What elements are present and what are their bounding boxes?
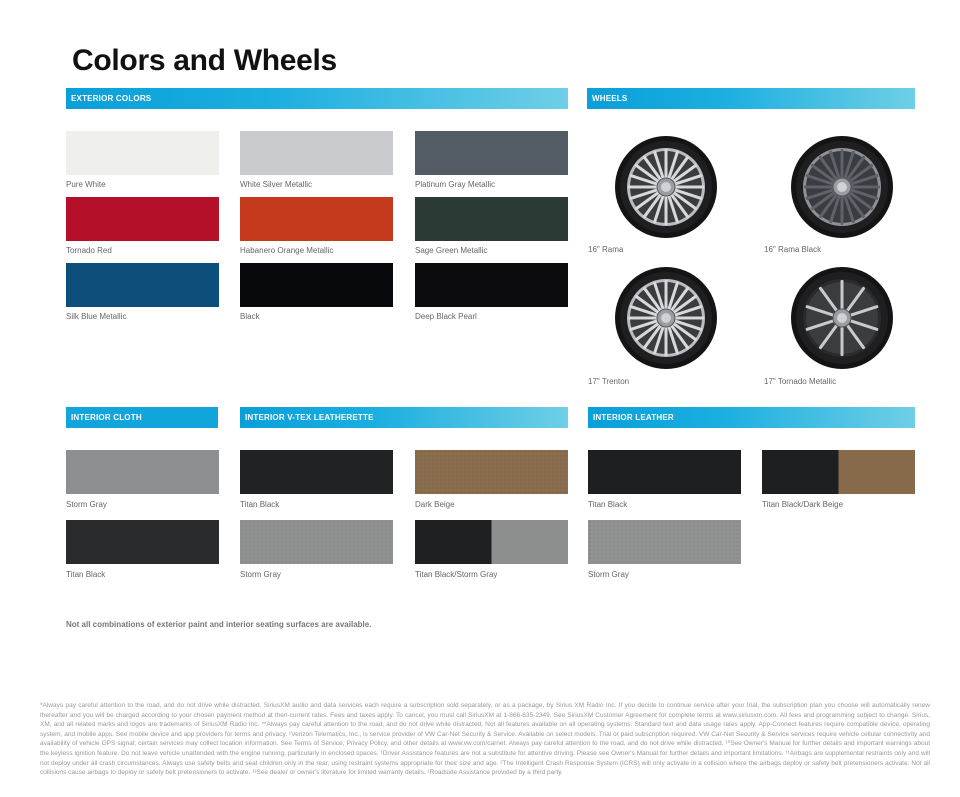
color-swatch <box>415 520 568 564</box>
exterior-colors-header: EXTERIOR COLORS <box>66 88 568 109</box>
availability-note: Not all combinations of exterior paint and interior seating surfaces are available. <box>66 620 372 629</box>
wheel-label: 17" Trenton <box>588 377 630 386</box>
color-swatch <box>240 450 393 494</box>
wheel-image <box>790 135 894 239</box>
interior-leather-header: INTERIOR LEATHER <box>588 407 915 428</box>
swatch-label: Platinum Gray Metallic <box>415 180 496 189</box>
swatch-label: Silk Blue Metallic <box>66 312 127 321</box>
swatch-label: Habanero Orange Metallic <box>240 246 334 255</box>
swatch-label: Titan Black <box>240 500 280 509</box>
color-swatch <box>240 520 393 564</box>
color-swatch <box>762 450 915 494</box>
color-swatch <box>415 263 568 307</box>
color-swatch <box>415 197 568 241</box>
interior-vtex-header: INTERIOR V-TEX LEATHERETTE <box>240 407 568 428</box>
wheel-label: 17" Tornado Metallic <box>764 377 837 386</box>
interior-cloth-header: INTERIOR CLOTH <box>66 407 218 428</box>
color-swatch <box>588 450 741 494</box>
swatch-label: Titan Black/Dark Beige <box>762 500 844 509</box>
color-swatch <box>66 263 219 307</box>
legal-footnote: *Always pay careful attention to the road, and do not drive while distracted. SiriusXM audio and data services each require a subscription sold separately, or as a package, by Sirius XM Radio Inc. If you decide to continue service after your trial, the subscription plan you choose will automatically renew thereafter and you will be charged according to your chosen payment method at then-current rates. Fees and taxes apply. To cancel, you must call SiriusXM at 1-866-635-2349. See SiriusXM Customer Agreement for complete terms at www.siriusxm.com. All fees and programming subject to change. Sirius, XM, and all related marks and logos are trademarks of SiriusXM Radio Inc. **Always pay careful attention to the road, and do not drive while distracted. Not all features available on all operating systems. Standard text and data usage rates apply. App-Connect features require compatible device, operating system, and mobile apps. See mobile device and app providers for terms and privacy. ¹Verizon Telematics, Inc., is service provider of VW Car-Net Security & Service. Available on select models. Trial or paid subscription required. VW Car-Net Security & Service services require vehicle cellular connectivity and availability of vehicle GPS signal; certain services may collect location information. See Terms of Service, Privacy Policy, and other details at www.vw.com/carnet. Always pay careful attention to the road, and do not drive while distracted. ¹⁰See Owner's Manual for further details and important warnings about the keyless ignition feature. Do not leave vehicle unattended with the engine running, particularly in enclosed spaces. ¹Driver Assistance features are not a substitute for attentive driving. Please see Owner's Manual for further details and important limitations. ¹¹Airbags are supplemental restraints only and will not deploy under all crash circumstances. Always use safety belts and seat children only in the rear, using restraint systems appropriate for their size and age. ²The Intelligent Crash Response System (ICRS) will only activate in a collision where the airbags deploy or safety belt pretensioners activate. Not all collisions cause airbags to deploy or safety belt pretensioners to activate. ¹³See dealer or owner's literature for limited warranty details. ¹Roadside Assistance provided by a third party. <box>40 702 930 777</box>
color-swatch <box>240 263 393 307</box>
color-swatch <box>66 131 219 175</box>
swatch-label: Storm Gray <box>240 570 281 579</box>
swatch-label: Dark Beige <box>415 500 455 509</box>
color-swatch <box>240 131 393 175</box>
swatch-label: Titan Black <box>588 500 628 509</box>
wheel-image <box>614 135 718 239</box>
wheel-image <box>614 266 718 370</box>
wheel-label: 16" Rama Black <box>764 245 822 254</box>
swatch-label: Black <box>240 312 260 321</box>
swatch-label: Storm Gray <box>588 570 629 579</box>
color-swatch <box>588 520 741 564</box>
color-swatch <box>415 450 568 494</box>
color-swatch <box>66 197 219 241</box>
swatch-label: Storm Gray <box>66 500 107 509</box>
swatch-label: Titan Black <box>66 570 106 579</box>
color-swatch <box>66 520 219 564</box>
wheel-label: 16" Rama <box>588 245 624 254</box>
swatch-label: Tornado Red <box>66 246 112 255</box>
swatch-label: Sage Green Metallic <box>415 246 488 255</box>
wheels-header: WHEELS <box>587 88 915 109</box>
color-swatch <box>66 450 219 494</box>
page-title: Colors and Wheels <box>72 44 337 77</box>
swatch-label: Deep Black Pearl <box>415 312 477 321</box>
swatch-label: Pure White <box>66 180 106 189</box>
color-swatch <box>240 197 393 241</box>
color-swatch <box>415 131 568 175</box>
swatch-label: White Silver Metallic <box>240 180 313 189</box>
wheel-image <box>790 266 894 370</box>
swatch-label: Titan Black/Storm Gray <box>415 570 498 579</box>
